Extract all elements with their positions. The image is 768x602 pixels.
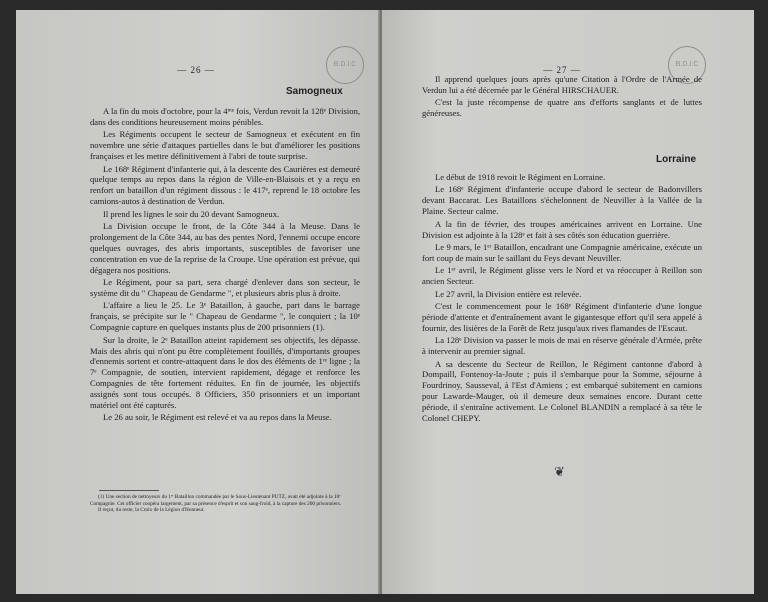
paragraph: Il prend les lignes le soir du 20 devant Samogneux. — [103, 208, 280, 219]
paragraph: La 128ᵉ Division va passer le mois de mai en réserve générale d'Armée, prête à intervenir au premier signal. — [422, 335, 702, 357]
paragraph: A sa descente du Secteur de Reillon, le Régiment cantonne d'abord à Dompaill, Fontenoy-la-Joute ; puis il s'embarque pour la Somme, séjourne à Fourdrinoy, Sausseval, à l'Est d'Amiens ; est embarqué subitement en camions pour Lawarde-Mauger, où il demeure deux semaines encore. Durant cette période, il s'entraîne activement. Le Colonel BLANDIN a remplacé à sa tête le Colonel CHEPY. — [422, 358, 702, 424]
paragraph: C'est le commencement pour le 168ᵉ Régiment d'infanterie d'une longue période d'attente et d'entraînement avant le gigantesque effort qu'il sera appelé à fournir, des lisières de la Forêt de Retz jusqu'aux rives flamandes de l'Escaut. — [422, 300, 702, 333]
left-page — [16, 10, 380, 594]
paragraph: Le 27 avril, la Division entière est relevée. — [435, 288, 582, 299]
paragraph: Le 168ᵉ Régiment d'infanterie occupe d'abord le secteur de Badonvillers devant Baccarat. Les Bataillons s'échelonnent de Neuviller à la Vallée de la Plaine. Secteur calme. — [422, 184, 702, 217]
paragraph: Les Régiments occupent le secteur de Samogneux et exécutent en fin novembre une série d'attaques partielles dans le but d'améliorer les positions françaises et les mettre définitivement à l'abri de toute surprise. — [90, 129, 360, 162]
paragraph: Le début de 1918 revoit le Régiment en Lorraine. — [435, 172, 606, 182]
paragraph: Sur la droite, le 2ᵉ Bataillon atteint rapidement ses objectifs, les dépasse. Mais des abris qui n'ont pu être complètement fouillés, d'importants groupes d'ennemis sortent et contre-attaquent dans le dos des éléments de 1ʳᵉ ligne ; la 7ᵉ Compagnie, de soutien, intervient rapidement, dégage et renforce les Compagnies de tête fortement réduites. En fin de journée, les objectifs assignés sont tous occupés. 8 Officiers, 350 prisonniers et un important matériel ont été capturés. — [90, 334, 360, 411]
paragraph: A la fin de février, des troupes américaines arrivent en Lorraine. Une Division est adjointe à la 128ᵉ et fait à ses côtés son éducation guerrière. — [422, 218, 702, 240]
footnote: Il reçut, du reste, la Croix de la Légion d'Honneur. — [98, 507, 205, 514]
paragraph: Le 1ᵉʳ avril, le Régiment glisse vers le Nord et va réoccuper à Reillon son ancien Secteur. — [422, 265, 702, 287]
paragraph: Il apprend quelques jours après qu'une Citation à l'Ordre de l'Armée de Verdun lui a été décernée par le Général HIRSCHAUER. — [422, 74, 702, 95]
paragraph: La Division occupe le front, de la Côte 344 à la Meuse. Dans le prolongement de la Côte 344, au bas des pentes Nord, l'ennemi occupe encore quelques ouvrages, des abris importants, susceptibles de favoriser une concentration en vue de la reprise de la Croupe. Une opération est prévue, qui dégagera nos positions. — [90, 221, 360, 275]
library-stamp-left: B.D.I.C — [326, 46, 364, 84]
footnote: (1) Une section de nettoyeurs du 1ᵉʳ Bataillon commandée par le Sous-Lieutenant PUTZ, avait été adjointe à la 10ᵉ Compagnie. Cet officier coopéra largement, par sa présence d'esprit et son sang-froid, à la capture des 200 prisonniers. — [90, 494, 342, 507]
ornament-icon: ❦ — [554, 464, 565, 479]
right-page — [382, 10, 754, 594]
paragraph: C'est la juste récompense de quatre ans d'efforts sanglants et de luttes généreuses. — [422, 97, 702, 119]
paragraph: A la fin du mois d'octobre, pour la 4ᵐᵉ fois, Verdun revoit la 128ᵉ Division, dans des conditions heureusement moins pénibles. — [90, 106, 360, 127]
book-spread — [16, 10, 754, 594]
library-stamp-right: B.D.I.C — [668, 46, 706, 84]
paragraph: Le Régiment, pour sa part, sera chargé d'enlever dans son secteur, le système dit du " Chapeau de Gendarme ", et plusieurs abris plus à droite. — [90, 277, 360, 298]
right-intro-text — [422, 74, 702, 121]
section-heading-lorraine: Lorraine — [656, 154, 697, 165]
right-body-text — [422, 172, 702, 425]
page-number-right: — 27 — — [543, 65, 581, 75]
footnote-rule — [99, 490, 159, 491]
footnotes — [90, 494, 360, 514]
paragraph: Le 9 mars, le 1ᵉʳ Bataillon, encadrant une Compagnie américaine, exécute un fort coup de main sur le saillant du Feys devant Neuviller. — [422, 241, 702, 263]
left-body-text — [90, 106, 360, 425]
paragraph: Le 26 au soir, le Régiment est relevé et va au repos dans la Meuse. — [103, 412, 332, 423]
page-number-left: — 26 — — [177, 65, 215, 75]
paragraph: L'affaire a lieu le 25. Le 3ᵉ Bataillon, à gauche, part dans le barrage français, se précipite sur le " Chapeau de Gendarme ", le conquiert ; la 10ᵉ Compagnie capture en quelques instants plus de 200 prisonniers (1). — [90, 300, 360, 333]
section-heading-samogneux: Samogneux — [286, 86, 343, 97]
paragraph: Le 168ᵉ Régiment d'infanterie qui, à la descente des Caurières est demeuré quelque temps au repos dans la région de Ville-en-Blaisois et y a reçu en renfort un bataillon d'un régiment dissous : le 417ᵉ, reprend le 18 octobre les camions-autos à destination de Verdun. — [90, 163, 360, 207]
